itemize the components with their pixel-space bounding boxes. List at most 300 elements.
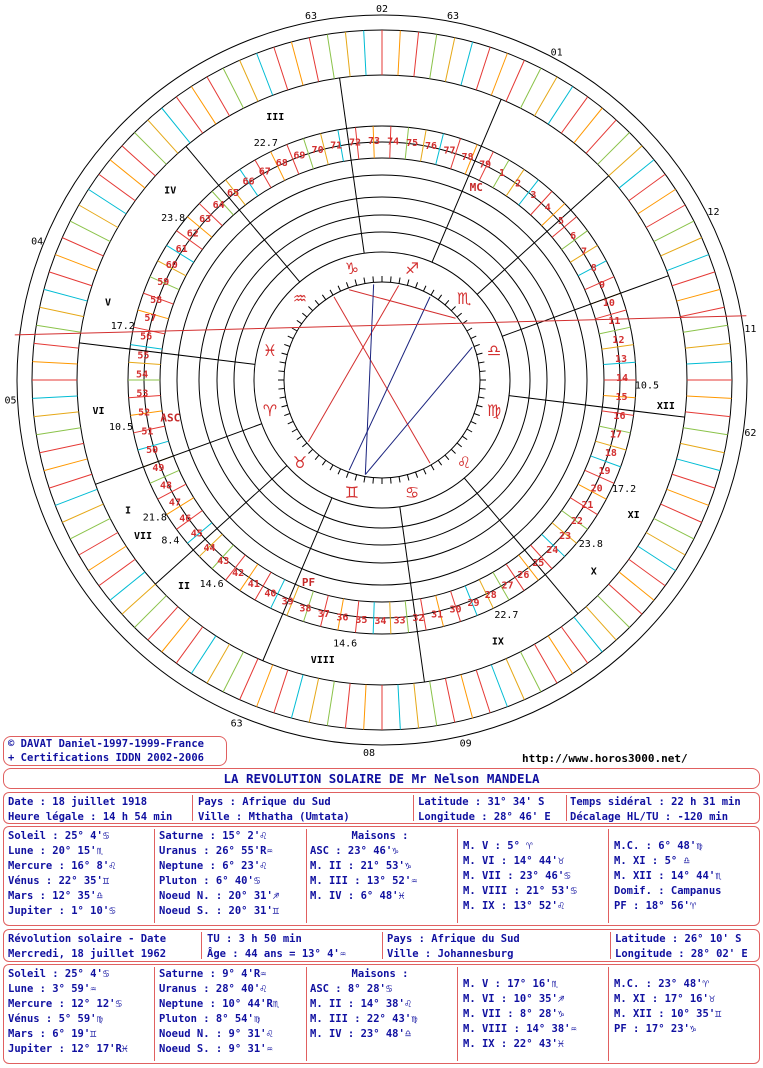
zodiac-sign: ♋	[404, 483, 420, 503]
outer-degree-tick	[476, 670, 490, 713]
site-url[interactable]: http://www.horos3000.net/	[522, 752, 688, 765]
house-degree: 22.7	[494, 609, 519, 621]
zodiac-tick	[322, 460, 325, 465]
outer-degree-tick	[364, 685, 366, 730]
house-degree: 23.8	[161, 212, 186, 224]
progression-number: 10	[602, 297, 615, 309]
outer-degree-tick	[240, 659, 258, 700]
natal-m3: M. III : 13° 52'♒	[310, 875, 418, 887]
outer-degree-tick	[79, 205, 118, 228]
outer-degree-tick	[680, 443, 724, 452]
outer-degree-tick	[148, 607, 178, 640]
rs-venus: Vénus : 5° 59'♍	[8, 1013, 103, 1025]
outer-degree-tick	[619, 160, 654, 188]
progression-number: 36	[336, 612, 349, 624]
zodiac-tick	[330, 465, 333, 470]
outer-degree-tick	[79, 533, 118, 556]
rs-saturne: Saturne : 9° 4'R♒	[159, 968, 267, 980]
zodiac-tick	[467, 328, 472, 331]
zodiac-tick	[445, 300, 449, 305]
outer-degree-tick	[34, 343, 79, 348]
natal-pf: PF : 18° 56'♈	[614, 900, 697, 912]
progression-number: 77	[443, 145, 456, 157]
progression-number: 51	[141, 426, 154, 438]
copyright-box	[3, 736, 227, 766]
outer-ring-number: 63	[446, 10, 460, 22]
outer-ring-number: 01	[550, 47, 563, 59]
outer-degree-tick	[574, 108, 602, 143]
copyright-line-1: © DAVAT Daniel-1997-1999-France	[8, 738, 204, 750]
natal-venus: Vénus : 22° 35'♊	[8, 875, 110, 887]
outer-degree-tick	[274, 47, 288, 90]
zodiac-tick	[416, 472, 418, 478]
zodiac-tick	[423, 469, 426, 474]
progression-number: 30	[449, 604, 462, 616]
rs-mars: Mars : 6° 19'♊	[8, 1028, 97, 1040]
rs-longitude: Longitude : 28° 02' E	[615, 948, 748, 960]
outer-degree-tick	[291, 675, 303, 718]
zodiac-tick	[280, 397, 286, 398]
rs-houses-col2	[463, 977, 577, 1052]
outer-degree-tick	[461, 675, 473, 718]
rs-m4: M. IV : 23° 48'♎	[310, 1028, 412, 1040]
rs-pluton: Pluton : 8° 54'♍	[159, 1013, 261, 1025]
house-label: IV	[164, 185, 177, 197]
natal-jupiter: Jupiter : 1° 10'♋	[8, 905, 116, 917]
outer-degree-tick	[574, 617, 602, 652]
progression-number: 26	[517, 569, 530, 581]
natal-longitude: Longitude : 28° 46' E	[418, 811, 551, 823]
outer-degree-tick	[646, 205, 685, 228]
rs-m5: M. V : 17° 16'♏	[463, 978, 558, 990]
zodiac-tick	[355, 475, 357, 481]
outer-degree-tick	[223, 68, 243, 108]
outer-degree-tick	[548, 86, 573, 124]
rs-m7: M. VII : 8° 28'♑	[463, 1008, 565, 1020]
outer-ring-number: 08	[362, 747, 376, 759]
natal-lune: Lune : 20° 15'♏	[8, 845, 103, 857]
zodiac-sign: ♒	[292, 288, 308, 308]
rs-lune: Lune : 3° 59'♒	[8, 983, 97, 995]
outer-degree-tick	[327, 681, 334, 725]
zodiac-tick	[338, 469, 341, 474]
house-cusp	[79, 343, 255, 365]
progression-number: 22	[570, 516, 583, 528]
outer-degree-tick	[223, 652, 243, 692]
outer-degree-tick	[274, 670, 288, 713]
zodiac-sign: ♐	[404, 258, 420, 278]
progression-number: 19	[598, 466, 611, 478]
copyright-line-2: + Certifications IDDN 2002-2006	[8, 752, 204, 764]
outer-degree-tick	[49, 474, 92, 488]
outer-degree-tick	[445, 678, 454, 722]
outer-degree-tick	[40, 443, 84, 452]
house-cusp	[477, 176, 609, 294]
natal-date: Date : 18 juillet 1918	[8, 796, 148, 808]
outer-degree-tick	[162, 617, 190, 652]
outer-degree-tick	[430, 34, 437, 78]
progression-number: 44	[203, 542, 216, 554]
progression-number: 45	[190, 528, 203, 540]
outer-degree-tick	[162, 108, 190, 143]
aspect-line	[308, 285, 398, 441]
natal-m9: M. IX : 13° 52'♌	[463, 900, 565, 912]
house-label: X	[590, 566, 597, 578]
outer-degree-tick	[49, 272, 92, 286]
outer-degree-tick	[36, 428, 80, 435]
outer-degree-tick	[176, 627, 202, 663]
house-degree: 10.5	[634, 380, 660, 392]
outer-degree-tick	[191, 636, 216, 674]
natal-m6: M. VI : 14° 44'♉	[463, 855, 565, 867]
outer-degree-tick	[548, 636, 573, 674]
rs-m3: M. III : 22° 43'♍	[310, 1013, 418, 1025]
progression-number: 21	[581, 500, 594, 512]
house-label: XI	[627, 509, 640, 521]
progression-number: 5	[557, 216, 565, 228]
outer-ring-number: 12	[707, 207, 720, 219]
outer-degree-tick	[687, 396, 732, 398]
progression-number: 52	[138, 407, 151, 419]
house-label: V	[105, 297, 112, 309]
outer-ring-number: 63	[230, 718, 243, 730]
natal-pays: Pays : Afrique du Sud	[198, 796, 331, 808]
outer-degree-tick	[520, 68, 540, 108]
outer-degree-tick	[598, 133, 630, 165]
outer-degree-tick	[476, 47, 490, 90]
zodiac-tick	[451, 449, 455, 453]
outer-degree-tick	[430, 681, 437, 725]
progression-number: 34	[374, 615, 387, 627]
outer-degree-tick	[667, 489, 709, 505]
outer-degree-tick	[257, 665, 273, 707]
progression-number: 48	[159, 480, 172, 492]
outer-degree-tick	[88, 189, 126, 214]
zodiac-sign: ♓	[262, 340, 278, 360]
outer-degree-tick	[148, 120, 178, 153]
progression-number: 79	[479, 159, 492, 171]
zodiac-tick	[477, 405, 483, 407]
outer-degree-tick	[122, 146, 155, 176]
outer-degree-tick	[32, 396, 77, 398]
zodiac-tick	[292, 328, 297, 331]
rs-mc: M.C. : 23° 48'♈	[614, 978, 709, 990]
house-label: VII	[133, 531, 153, 543]
progression-number: 17	[609, 429, 622, 441]
progression-number: 43	[217, 556, 230, 568]
zodiac-tick	[457, 313, 462, 317]
zodiac-tick	[315, 455, 319, 460]
progression-number: 58	[150, 294, 163, 306]
outer-degree-tick	[535, 644, 558, 683]
rs-planets-col2	[159, 967, 279, 1057]
zodiac-tick	[399, 477, 400, 483]
point-label: PF	[301, 576, 316, 590]
outer-ring-number: 63	[304, 10, 318, 22]
zodiac-tick	[280, 362, 286, 363]
outer-degree-tick	[685, 343, 730, 348]
rs-positions	[3, 964, 760, 1064]
house-degree: 8.4	[161, 535, 180, 547]
house-label: III	[266, 111, 285, 123]
house-degree: 17.2	[110, 320, 135, 332]
outer-degree-tick	[638, 546, 676, 571]
natal-domif: Domif. : Campanus	[614, 885, 722, 897]
progression-number: 67	[258, 166, 271, 178]
aspect-line	[365, 284, 373, 474]
progression-number: 24	[546, 545, 559, 557]
zodiac-sign: ♑	[344, 258, 360, 278]
progression-number: 72	[348, 137, 362, 149]
rs-mercure: Mercure : 12° 12'♋	[8, 998, 122, 1010]
outer-degree-tick	[654, 221, 694, 241]
outer-degree-tick	[461, 42, 473, 85]
zodiac-tick	[308, 306, 312, 310]
zodiac-tick	[330, 290, 333, 295]
progression-number: 71	[330, 140, 343, 152]
natal-mars: Mars : 12° 35'♎	[8, 890, 103, 902]
rs-ville: Ville : Johannesburg	[387, 948, 514, 960]
zodiac-tick	[480, 371, 486, 372]
rs-date: Mercredi, 18 juillet 1962	[8, 948, 167, 960]
outer-degree-tick	[309, 678, 318, 722]
zodiac-tick	[471, 421, 476, 424]
outer-degree-tick	[62, 504, 103, 522]
progression-number: 1	[498, 168, 506, 180]
outer-degree-tick	[44, 289, 87, 301]
progression-number: 18	[604, 448, 617, 460]
progression-number: 32	[412, 613, 425, 625]
progression-number: 62	[186, 228, 199, 240]
outer-degree-tick	[661, 238, 702, 256]
outer-degree-tick	[685, 412, 730, 417]
natal-asc: ASC : 23° 46'♑	[310, 845, 399, 857]
outer-degree-tick	[629, 174, 665, 200]
zodiac-tick	[480, 389, 486, 390]
zodiac-sign: ♏	[456, 288, 472, 308]
progression-number: 73	[368, 136, 381, 148]
natal-noeud-s: Noeud S. : 20° 31'♊	[159, 905, 280, 917]
outer-degree-tick	[176, 97, 202, 133]
house-cusp	[340, 78, 365, 253]
outer-degree-tick	[414, 32, 419, 77]
natal-saturne: Saturne : 15° 2'♌	[159, 830, 267, 842]
outer-degree-tick	[207, 77, 230, 116]
rs-tu: TU : 3 h 50 min	[207, 933, 302, 945]
progression-number: 15	[615, 391, 628, 403]
natal-decalage: Décalage HL/TU : -120 min	[570, 811, 729, 823]
progression-number: 60	[165, 260, 178, 272]
house-label: IX	[491, 636, 504, 648]
outer-degree-tick	[683, 325, 727, 332]
progression-number: 31	[431, 609, 444, 621]
progression-number: 28	[484, 589, 497, 601]
natal-houses-col2	[463, 839, 577, 914]
progression-number: 54	[136, 369, 149, 381]
progression-number: 55	[137, 350, 150, 362]
progression-number: 50	[146, 445, 159, 457]
natal-mercure: Mercure : 16° 8'♌	[8, 860, 116, 872]
zodiac-tick	[471, 336, 476, 339]
progression-number: 6	[570, 230, 577, 242]
progression-number: 42	[232, 568, 245, 580]
zodiac-sign: ♌	[456, 453, 472, 473]
house-degree: 14.6	[199, 579, 224, 591]
natal-maisons-label: Maisons :	[351, 830, 409, 842]
outer-ring-number: 02	[375, 4, 389, 15]
outer-degree-tick	[654, 518, 694, 538]
outer-degree-tick	[135, 133, 167, 165]
zodiac-tick	[322, 295, 325, 300]
outer-degree-tick	[88, 546, 126, 571]
progression-number: 23	[559, 531, 572, 543]
progression-number: 56	[140, 331, 153, 343]
zodiac-tick	[364, 477, 365, 483]
rs-pays: Pays : Afrique du Sud	[387, 933, 520, 945]
progression-number: 61	[175, 243, 188, 255]
house-cusp	[432, 99, 501, 262]
outer-ring-number: 11	[744, 324, 757, 336]
aspect-line	[349, 290, 455, 319]
rs-asc: ASC : 8° 28'♋	[310, 983, 393, 995]
rs-maisons-label: Maisons :	[351, 968, 409, 980]
aspect-line	[334, 297, 430, 463]
progression-number: 7	[581, 246, 588, 258]
rs-uranus: Uranus : 28° 40'♌	[159, 983, 267, 995]
progression-number: 65	[227, 187, 240, 199]
outer-ring-number: 09	[459, 738, 472, 750]
rs-label: Révolution solaire - Date	[8, 933, 167, 945]
house-degree: 14.6	[333, 638, 358, 650]
progression-number: 37	[317, 608, 330, 620]
zodiac-tick	[438, 460, 441, 465]
outer-degree-tick	[62, 238, 103, 256]
outer-degree-tick	[445, 38, 454, 82]
rs-neptune: Neptune : 10° 44'R♏	[159, 998, 280, 1010]
progression-number: 20	[590, 483, 603, 495]
zodiac-tick	[346, 472, 348, 478]
zodiac-tick	[477, 353, 483, 355]
zodiac-tick	[364, 278, 365, 284]
chart-title: LA REVOLUTION SOLAIRE DE Mr Nelson MANDELA	[3, 768, 760, 789]
progression-number: 64	[212, 200, 225, 212]
zodiac-tick	[438, 295, 441, 300]
outer-ring-number: 62	[744, 427, 757, 439]
rs-noeud-s: Noeud S. : 9° 31'♒	[159, 1043, 273, 1055]
zodiac-tick	[445, 455, 449, 460]
rs-planets-col1	[8, 967, 128, 1057]
zodiac-tick	[416, 282, 418, 288]
outer-degree-tick	[619, 572, 654, 600]
outer-degree-tick	[36, 325, 80, 332]
progression-number: 4	[544, 202, 551, 214]
zodiac-tick	[479, 397, 485, 398]
outer-degree-tick	[122, 584, 155, 614]
outer-degree-tick	[638, 189, 676, 214]
outer-degree-tick	[44, 459, 87, 471]
zodiac-tick	[297, 320, 302, 323]
outer-degree-tick	[398, 30, 400, 75]
rs-m12: M. XII : 10° 35'♊	[614, 1008, 722, 1020]
progression-number: 27	[501, 580, 514, 592]
rs-houses-col3	[614, 977, 721, 1037]
outer-degree-tick	[110, 572, 145, 600]
progression-number: 3	[530, 189, 537, 201]
house-degree: 21.8	[142, 512, 167, 524]
progression-number: 9	[599, 280, 606, 292]
outer-degree-tick	[135, 596, 167, 628]
outer-degree-tick	[683, 428, 727, 435]
natal-houses-col1	[310, 829, 450, 904]
progression-number: 57	[144, 313, 157, 325]
outer-degree-tick	[257, 53, 273, 95]
outer-degree-tick	[327, 34, 334, 78]
progression-number: 35	[355, 615, 368, 627]
zodiac-tick	[431, 290, 434, 295]
house-cusp	[502, 276, 668, 337]
outer-degree-tick	[70, 221, 110, 241]
house-degree: 22.7	[253, 137, 278, 149]
progression-number: 69	[293, 150, 306, 162]
rs-jupiter: Jupiter : 12° 17'R♓	[8, 1043, 129, 1055]
progression-number: 39	[281, 596, 294, 608]
progression-number: 33	[393, 615, 406, 627]
zodiac-tick	[474, 344, 480, 346]
progression-number: 16	[613, 410, 626, 422]
zodiac-tick	[462, 436, 467, 439]
progression-number: 40	[264, 588, 277, 600]
house-label: XII	[656, 400, 675, 412]
outer-degree-tick	[345, 32, 350, 77]
natal-planets-col2	[159, 829, 279, 919]
outer-degree-tick	[646, 533, 685, 556]
zodiac-tick	[474, 414, 480, 416]
zodiac-sign: ♊	[344, 483, 360, 503]
outer-degree-tick	[110, 160, 145, 188]
outer-degree-tick	[609, 146, 642, 176]
rs-noeud-n: Noeud N. : 9° 31'♌	[159, 1028, 273, 1040]
outer-degree-tick	[55, 255, 97, 271]
natal-neptune: Neptune : 6° 23'♌	[159, 860, 267, 872]
outer-degree-tick	[667, 255, 709, 271]
natal-temps-sideral: Temps sidéral : 22 h 31 min	[570, 796, 741, 808]
zodiac-tick	[457, 443, 462, 447]
inner-degree-tick	[390, 602, 391, 634]
progression-number: 46	[179, 513, 192, 525]
house-label: I	[125, 505, 132, 517]
rs-soleil: Soleil : 25° 4'♋	[8, 968, 110, 980]
zodiac-tick	[467, 429, 472, 432]
progression-number: 68	[275, 157, 288, 169]
outer-degree-tick	[677, 459, 720, 471]
outer-degree-tick	[506, 659, 524, 700]
outer-degree-tick	[629, 559, 665, 585]
rs-m9: M. IX : 22° 43'♓	[463, 1038, 565, 1050]
outer-degree-tick	[345, 683, 350, 728]
outer-degree-tick	[609, 584, 642, 614]
zodiac-tick	[431, 465, 434, 470]
zodiac-tick	[297, 436, 302, 439]
zodiac-sign: ♉	[292, 453, 308, 473]
natal-uranus: Uranus : 26° 55'R♒	[159, 845, 273, 857]
progression-number: 41	[247, 578, 260, 590]
progression-number: 2	[515, 178, 522, 190]
progression-number: 38	[299, 603, 312, 615]
rs-pf: PF : 17° 23'♑	[614, 1023, 697, 1035]
rs-m11: M. XI : 17° 16'♉	[614, 993, 716, 1005]
natal-noeud-n: Noeud N. : 20° 31'♐	[159, 890, 280, 902]
progression-number: 76	[424, 141, 437, 153]
